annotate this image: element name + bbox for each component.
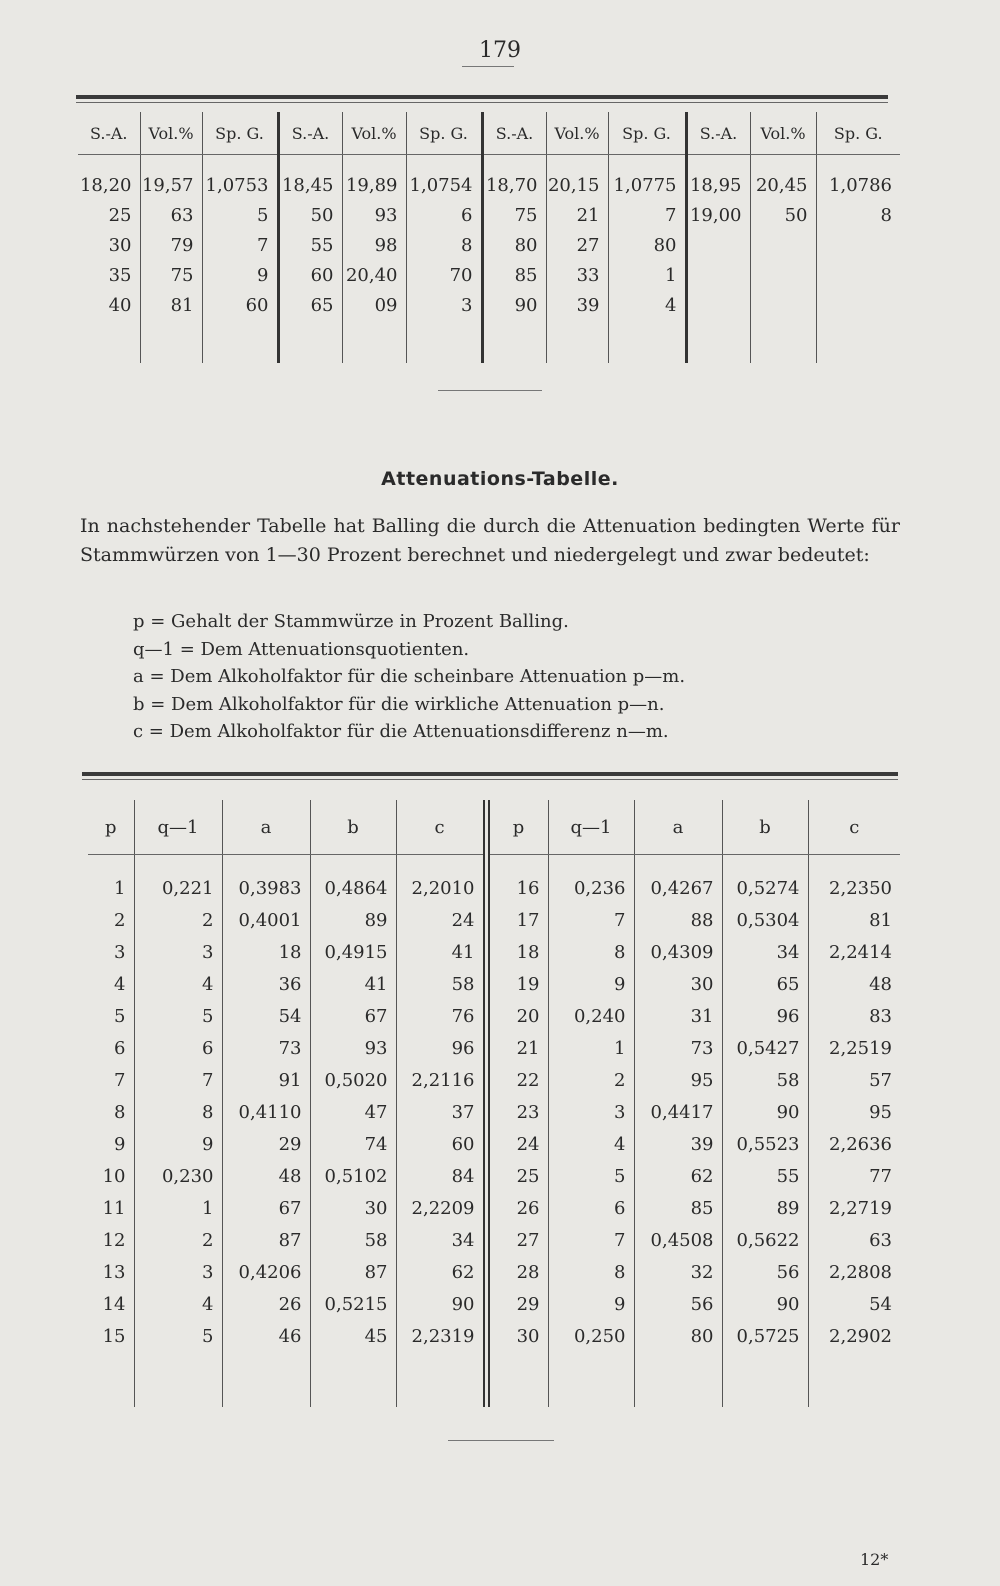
table1-cell: 81 bbox=[140, 291, 202, 321]
table2-top-rule-thin bbox=[82, 779, 898, 780]
table1-header: S.-A. bbox=[686, 112, 750, 155]
table1-header: Vol.% bbox=[342, 112, 406, 155]
definition-p: p = Gehalt der Stammwürze in Prozent Balling. bbox=[133, 611, 569, 632]
table1-cell bbox=[750, 261, 816, 291]
table2-cell: 96 bbox=[396, 1033, 486, 1065]
table1-cell: 09 bbox=[342, 291, 406, 321]
table2-cell: 1 bbox=[114, 878, 126, 899]
table2-cell: 0,4206 bbox=[222, 1257, 310, 1289]
table1-cell: 18,70 bbox=[482, 171, 546, 201]
table1-cell: 4 bbox=[608, 291, 686, 321]
table2-cell: 2,2519 bbox=[808, 1033, 900, 1065]
table1-cell: 19,00 bbox=[686, 201, 750, 231]
table1-row bbox=[78, 231, 900, 261]
table2-cell: 76 bbox=[396, 1001, 486, 1033]
table2-header: p bbox=[486, 800, 548, 855]
table1-cell: 19,57 bbox=[140, 171, 202, 201]
table1-cell bbox=[816, 231, 900, 261]
table2-cell: 2,2350 bbox=[808, 873, 900, 905]
table1-cell bbox=[816, 261, 900, 291]
table2-cell: 2 bbox=[114, 910, 126, 931]
table2-cell: 0,5274 bbox=[722, 873, 808, 905]
table2-header-row bbox=[88, 800, 900, 855]
table2-cell: 62 bbox=[396, 1257, 486, 1289]
table2-cell: 2,2010 bbox=[396, 873, 486, 905]
table2-header: q—1 bbox=[548, 800, 634, 855]
table2-cell: 89 bbox=[310, 905, 396, 937]
table2-cell: 32 bbox=[634, 1257, 722, 1289]
table2-cell: 81 bbox=[808, 905, 900, 937]
table2-cell: 7 bbox=[548, 1225, 634, 1257]
table1 bbox=[78, 112, 900, 363]
table1-cell: 20,40 bbox=[342, 261, 406, 291]
table1-cell: 75 bbox=[482, 201, 546, 231]
table2-cell: 7 bbox=[134, 1065, 222, 1097]
table2-cell: 3 bbox=[134, 1257, 222, 1289]
table2-cell: 45 bbox=[310, 1321, 396, 1353]
table2-header: a bbox=[222, 800, 310, 855]
table2-cell: 87 bbox=[310, 1257, 396, 1289]
table2-cell: 9 bbox=[548, 969, 634, 1001]
table2-cell: 0,5725 bbox=[722, 1321, 808, 1353]
table2-cell: 3 bbox=[114, 942, 126, 963]
table2-cell: 17 bbox=[486, 905, 548, 937]
table1-cell: 50 bbox=[750, 201, 816, 231]
table2-cell: 88 bbox=[634, 905, 722, 937]
table2-cell: 15 bbox=[102, 1326, 126, 1347]
table1-cell: 19,89 bbox=[342, 171, 406, 201]
table1-top-rule bbox=[76, 95, 888, 99]
table2-cell: 28 bbox=[486, 1257, 548, 1289]
table2-row bbox=[88, 873, 900, 905]
table2-cell: 2,2319 bbox=[396, 1321, 486, 1353]
definitions-list bbox=[133, 608, 853, 746]
table1-cell: 50 bbox=[278, 201, 342, 231]
signature-mark: 12* bbox=[860, 1550, 889, 1569]
table2-cell: 67 bbox=[222, 1193, 310, 1225]
table2-cell: 19 bbox=[486, 969, 548, 1001]
table2-cell: 90 bbox=[722, 1097, 808, 1129]
table2-row bbox=[88, 905, 900, 937]
table1-row bbox=[78, 171, 900, 201]
table1-cell: 33 bbox=[546, 261, 608, 291]
table2-cell: 29 bbox=[486, 1289, 548, 1321]
table2-cell: 73 bbox=[634, 1033, 722, 1065]
table1-row bbox=[78, 291, 900, 321]
page-number-rule bbox=[462, 66, 514, 67]
table1-cell: 21 bbox=[546, 201, 608, 231]
table1-cell bbox=[686, 231, 750, 261]
table2-cell: 7 bbox=[548, 905, 634, 937]
table2-cell: 60 bbox=[396, 1129, 486, 1161]
table2-cell: 89 bbox=[722, 1193, 808, 1225]
table2-cell: 7 bbox=[114, 1070, 126, 1091]
table2-cell: 0,5304 bbox=[722, 905, 808, 937]
table2-row bbox=[88, 1225, 900, 1257]
table2-cell: 1 bbox=[134, 1193, 222, 1225]
table2-cell: 2,2719 bbox=[808, 1193, 900, 1225]
table2-cell: 14 bbox=[102, 1294, 126, 1315]
table1-cell: 7 bbox=[202, 231, 278, 261]
table2-cell: 0,5102 bbox=[310, 1161, 396, 1193]
table2-cell: 5 bbox=[548, 1161, 634, 1193]
table2-cell: 2,2902 bbox=[808, 1321, 900, 1353]
table2-cell: 4 bbox=[134, 969, 222, 1001]
table1-cell: 79 bbox=[140, 231, 202, 261]
table2-cell: 11 bbox=[102, 1198, 126, 1219]
table2-cell: 3 bbox=[134, 937, 222, 969]
table2-cell: 77 bbox=[808, 1161, 900, 1193]
table1-cell: 60 bbox=[278, 261, 342, 291]
table1-header-row bbox=[78, 112, 900, 155]
table1-cell: 80 bbox=[608, 231, 686, 261]
table2-cell: 0,5622 bbox=[722, 1225, 808, 1257]
table2-cell: 58 bbox=[722, 1065, 808, 1097]
definition-c: c = Dem Alkoholfaktor für die Attenuationsdifferenz n—m. bbox=[133, 721, 669, 742]
table1-cell: 25 bbox=[108, 205, 132, 226]
table2-cell: 95 bbox=[808, 1097, 900, 1129]
table2-cell: 67 bbox=[310, 1001, 396, 1033]
table2-cell: 0,4267 bbox=[634, 873, 722, 905]
table2-cell: 12 bbox=[102, 1230, 126, 1251]
table2-cell: 46 bbox=[222, 1321, 310, 1353]
table2-cell: 29 bbox=[222, 1129, 310, 1161]
table2-cell: 47 bbox=[310, 1097, 396, 1129]
table1-cell: 18,20 bbox=[79, 175, 132, 196]
table2-cell: 31 bbox=[634, 1001, 722, 1033]
table1-header: S.-A. bbox=[482, 112, 546, 155]
table1-header: S.-A. bbox=[78, 112, 140, 155]
table1-row bbox=[78, 261, 900, 291]
table2-cell: 2,2414 bbox=[808, 937, 900, 969]
table2-cell: 8 bbox=[548, 937, 634, 969]
table2-cell: 2,2808 bbox=[808, 1257, 900, 1289]
section-separator bbox=[438, 390, 542, 391]
table2-row bbox=[88, 1321, 900, 1353]
table2-cell: 21 bbox=[486, 1033, 548, 1065]
table2-cell: 93 bbox=[310, 1033, 396, 1065]
table2-cell: 0,5427 bbox=[722, 1033, 808, 1065]
table1-cell: 9 bbox=[202, 261, 278, 291]
table2-cell: 5 bbox=[114, 1006, 126, 1027]
table2-cell: 95 bbox=[634, 1065, 722, 1097]
table1-header: Sp. G. bbox=[202, 112, 278, 155]
table1-cell: 27 bbox=[546, 231, 608, 261]
table1-cell: 1 bbox=[608, 261, 686, 291]
table1-header: Vol.% bbox=[750, 112, 816, 155]
table2-cell: 58 bbox=[310, 1225, 396, 1257]
table1-cell: 80 bbox=[482, 231, 546, 261]
table2-cell: 41 bbox=[396, 937, 486, 969]
table2-cell: 83 bbox=[808, 1001, 900, 1033]
table1-cell bbox=[750, 291, 816, 321]
table1-cell: 3 bbox=[406, 291, 482, 321]
table2-cell: 0,3983 bbox=[222, 873, 310, 905]
table2-cell: 10 bbox=[102, 1166, 126, 1187]
attenuation-table bbox=[88, 800, 900, 1407]
table1-cell: 60 bbox=[202, 291, 278, 321]
table2-cell: 0,230 bbox=[134, 1161, 222, 1193]
table2-cell: 63 bbox=[808, 1225, 900, 1257]
table2-cell: 0,4417 bbox=[634, 1097, 722, 1129]
table2-cell: 62 bbox=[634, 1161, 722, 1193]
table2-row bbox=[88, 1129, 900, 1161]
table1-cell: 7 bbox=[608, 201, 686, 231]
table2-cell: 57 bbox=[808, 1065, 900, 1097]
table1-cell: 5 bbox=[202, 201, 278, 231]
table2-header: p bbox=[88, 800, 134, 855]
table2-cell: 54 bbox=[222, 1001, 310, 1033]
table2-cell: 22 bbox=[486, 1065, 548, 1097]
table2-cell: 0,5215 bbox=[310, 1289, 396, 1321]
table2-cell: 90 bbox=[722, 1289, 808, 1321]
table1-cell: 1,0754 bbox=[406, 171, 482, 201]
table2-cell: 6 bbox=[548, 1193, 634, 1225]
table2-cell: 0,5020 bbox=[310, 1065, 396, 1097]
table1-header: S.-A. bbox=[278, 112, 342, 155]
table2-cell: 13 bbox=[102, 1262, 126, 1283]
table2-cell: 26 bbox=[222, 1289, 310, 1321]
table2-cell: 54 bbox=[808, 1289, 900, 1321]
table1-header: Vol.% bbox=[140, 112, 202, 155]
table1-cell: 6 bbox=[406, 201, 482, 231]
table2-cell: 0,4110 bbox=[222, 1097, 310, 1129]
table2-row bbox=[88, 1065, 900, 1097]
table2-row bbox=[88, 1001, 900, 1033]
table2-cell: 0,4864 bbox=[310, 873, 396, 905]
table2-cell: 4 bbox=[548, 1129, 634, 1161]
table2-cell: 0,5523 bbox=[722, 1129, 808, 1161]
table2-cell: 73 bbox=[222, 1033, 310, 1065]
table2-cell: 55 bbox=[722, 1161, 808, 1193]
table2-cell: 8 bbox=[134, 1097, 222, 1129]
table1-cell: 35 bbox=[108, 265, 132, 286]
table2-cell: 20 bbox=[486, 1001, 548, 1033]
table1-top-rule-thin bbox=[76, 102, 888, 103]
table1-cell: 18,95 bbox=[686, 171, 750, 201]
table2-cell: 90 bbox=[396, 1289, 486, 1321]
table1-header: Sp. G. bbox=[406, 112, 482, 155]
table2-top-rule bbox=[82, 772, 898, 776]
table1-row bbox=[78, 201, 900, 231]
table1-cell bbox=[816, 291, 900, 321]
table2-header: c bbox=[396, 800, 486, 855]
table2-cell: 48 bbox=[222, 1161, 310, 1193]
table2-cell: 30 bbox=[310, 1193, 396, 1225]
table2-cell: 5 bbox=[134, 1001, 222, 1033]
table2-cell: 0,236 bbox=[548, 873, 634, 905]
table2-cell: 18 bbox=[222, 937, 310, 969]
table2-cell: 91 bbox=[222, 1065, 310, 1097]
table2-row bbox=[88, 1289, 900, 1321]
table2-cell: 84 bbox=[396, 1161, 486, 1193]
table2-cell: 41 bbox=[310, 969, 396, 1001]
table2-cell: 2,2209 bbox=[396, 1193, 486, 1225]
table2-cell: 80 bbox=[634, 1321, 722, 1353]
table2-cell: 74 bbox=[310, 1129, 396, 1161]
table1-cell bbox=[750, 231, 816, 261]
table2-cell: 30 bbox=[486, 1321, 548, 1353]
table2-row bbox=[88, 1097, 900, 1129]
table2-cell: 37 bbox=[396, 1097, 486, 1129]
table1-cell: 93 bbox=[342, 201, 406, 231]
table1-cell: 55 bbox=[278, 231, 342, 261]
definition-q: q—1 = Dem Attenuationsquotienten. bbox=[133, 638, 470, 660]
table2-header: b bbox=[722, 800, 808, 855]
table2-header: b bbox=[310, 800, 396, 855]
table1-cell: 20,15 bbox=[546, 171, 608, 201]
table2-cell: 25 bbox=[486, 1161, 548, 1193]
table1-cell: 40 bbox=[108, 295, 132, 316]
table2-cell: 4 bbox=[114, 974, 126, 995]
table1-cell: 30 bbox=[108, 235, 132, 256]
table2-header: q—1 bbox=[134, 800, 222, 855]
table1-cell: 65 bbox=[278, 291, 342, 321]
table2-cell: 2 bbox=[548, 1065, 634, 1097]
table2-row bbox=[88, 1033, 900, 1065]
table2-row bbox=[88, 969, 900, 1001]
bottom-separator bbox=[448, 1440, 554, 1441]
table2-cell: 48 bbox=[808, 969, 900, 1001]
table1-cell: 98 bbox=[342, 231, 406, 261]
table2-cell: 56 bbox=[722, 1257, 808, 1289]
table2-header: a bbox=[634, 800, 722, 855]
table1-cell: 1,0753 bbox=[202, 171, 278, 201]
table2-cell: 3 bbox=[548, 1097, 634, 1129]
table1-cell: 1,0786 bbox=[816, 171, 900, 201]
section-title: Attenuations-Tabelle. bbox=[381, 468, 619, 490]
table2-cell: 2,2636 bbox=[808, 1129, 900, 1161]
table2-header: c bbox=[808, 800, 900, 855]
table1-cell: 63 bbox=[140, 201, 202, 231]
table2-cell: 6 bbox=[134, 1033, 222, 1065]
table1-header: Vol.% bbox=[546, 112, 608, 155]
table1-cell: 8 bbox=[406, 231, 482, 261]
table2-cell: 2,2116 bbox=[396, 1065, 486, 1097]
table2-cell: 23 bbox=[486, 1097, 548, 1129]
intro-paragraph: In nachstehender Tabelle hat Balling die durch die Attenuation bedingten Werte für Stammwürzen von 1—30 Prozent berechnet und niedergelegt und zwar bedeutet: bbox=[80, 515, 900, 566]
table2-cell: 85 bbox=[634, 1193, 722, 1225]
table2-cell: 9 bbox=[114, 1134, 126, 1155]
table1-cell: 39 bbox=[546, 291, 608, 321]
table1-cell bbox=[686, 291, 750, 321]
definition-a: a = Dem Alkoholfaktor für die scheinbare Attenuation p—m. bbox=[133, 666, 686, 687]
table1-cell: 75 bbox=[140, 261, 202, 291]
table2-cell: 9 bbox=[134, 1129, 222, 1161]
table1-cell: 70 bbox=[406, 261, 482, 291]
table2-row bbox=[88, 937, 900, 969]
table2-cell: 96 bbox=[722, 1001, 808, 1033]
table2-cell: 36 bbox=[222, 969, 310, 1001]
table2-cell: 26 bbox=[486, 1193, 548, 1225]
table2-cell: 27 bbox=[486, 1225, 548, 1257]
table2-cell: 24 bbox=[486, 1129, 548, 1161]
table1-cell bbox=[686, 261, 750, 291]
table2-cell: 24 bbox=[396, 905, 486, 937]
table2-cell: 16 bbox=[486, 873, 548, 905]
table2-row bbox=[88, 1193, 900, 1225]
page-number: 179 bbox=[479, 38, 521, 63]
table1-cell: 20,45 bbox=[750, 171, 816, 201]
table2-cell: 2 bbox=[134, 905, 222, 937]
table2-cell: 56 bbox=[634, 1289, 722, 1321]
table2-cell: 2 bbox=[134, 1225, 222, 1257]
table2-cell: 0,4508 bbox=[634, 1225, 722, 1257]
table2-cell: 9 bbox=[548, 1289, 634, 1321]
table1-cell: 85 bbox=[482, 261, 546, 291]
table1-cell: 90 bbox=[482, 291, 546, 321]
table1-header: Sp. G. bbox=[816, 112, 900, 155]
table2-cell: 0,4915 bbox=[310, 937, 396, 969]
table1-cell: 1,0775 bbox=[608, 171, 686, 201]
table2-cell: 6 bbox=[114, 1038, 126, 1059]
table2-cell: 8 bbox=[114, 1102, 126, 1123]
table2-row bbox=[88, 1257, 900, 1289]
table2-cell: 0,250 bbox=[548, 1321, 634, 1353]
table1-cell: 18,45 bbox=[278, 171, 342, 201]
table2-cell: 65 bbox=[722, 969, 808, 1001]
table2-cell: 0,4309 bbox=[634, 937, 722, 969]
table1-cell: 8 bbox=[816, 201, 900, 231]
table2-cell: 0,221 bbox=[134, 873, 222, 905]
table2-cell: 8 bbox=[548, 1257, 634, 1289]
definition-b: b = Dem Alkoholfaktor für die wirkliche Attenuation p—n. bbox=[133, 693, 665, 715]
table2-cell: 18 bbox=[486, 937, 548, 969]
table2-cell: 4 bbox=[134, 1289, 222, 1321]
table2-cell: 34 bbox=[722, 937, 808, 969]
table2-cell: 0,240 bbox=[548, 1001, 634, 1033]
table2-cell: 30 bbox=[634, 969, 722, 1001]
table2-cell: 34 bbox=[396, 1225, 486, 1257]
table2-cell: 5 bbox=[134, 1321, 222, 1353]
table2-cell: 87 bbox=[222, 1225, 310, 1257]
table1-header: Sp. G. bbox=[608, 112, 686, 155]
table2-cell: 58 bbox=[396, 969, 486, 1001]
table2-row bbox=[88, 1161, 900, 1193]
table2-cell: 0,4001 bbox=[222, 905, 310, 937]
table2-cell: 1 bbox=[548, 1033, 634, 1065]
table2-cell: 39 bbox=[634, 1129, 722, 1161]
